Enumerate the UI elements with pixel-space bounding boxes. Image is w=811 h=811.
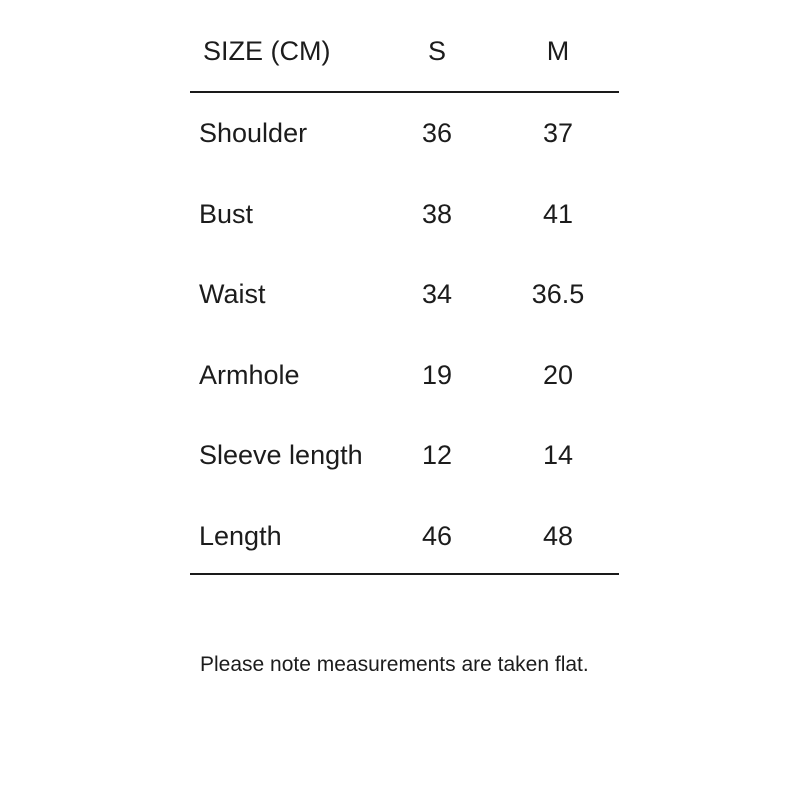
- table-row: [190, 254, 619, 334]
- table-bottom-divider: [190, 573, 619, 575]
- row-value-s: 12: [421, 440, 453, 470]
- table-row: [190, 335, 619, 415]
- row-value-m: 37: [542, 118, 574, 148]
- row-value-m: 48: [542, 520, 574, 551]
- row-label: Bust: [199, 198, 254, 229]
- header-size-s: S: [427, 36, 446, 66]
- row-value-s: 38: [421, 198, 453, 229]
- row-value-s: 36: [421, 118, 453, 148]
- row-value-s: 34: [421, 279, 453, 309]
- row-value-s: 46: [421, 520, 453, 551]
- row-label: Armhole: [199, 359, 300, 390]
- table-row: [190, 174, 619, 254]
- measurement-note: Please note measurements are taken flat.: [200, 653, 589, 676]
- row-value-m: 36.5: [531, 279, 585, 309]
- row-label: Length: [199, 520, 282, 551]
- row-label: Shoulder: [199, 118, 308, 148]
- header-size-label: SIZE (CM): [203, 36, 331, 66]
- row-value-m: 41: [542, 198, 574, 229]
- row-label: Waist: [199, 279, 266, 309]
- header-size-m: M: [546, 36, 570, 66]
- table-row: [190, 496, 619, 576]
- table-row: [190, 415, 619, 495]
- row-value-m: 20: [542, 359, 574, 390]
- row-label: Sleeve length: [199, 440, 363, 470]
- size-chart-table: [190, 0, 619, 575]
- table-row: [190, 93, 619, 173]
- table-body: [190, 93, 619, 575]
- row-value-s: 19: [421, 359, 453, 390]
- row-value-m: 14: [542, 440, 574, 470]
- table-header-row: [190, 0, 619, 93]
